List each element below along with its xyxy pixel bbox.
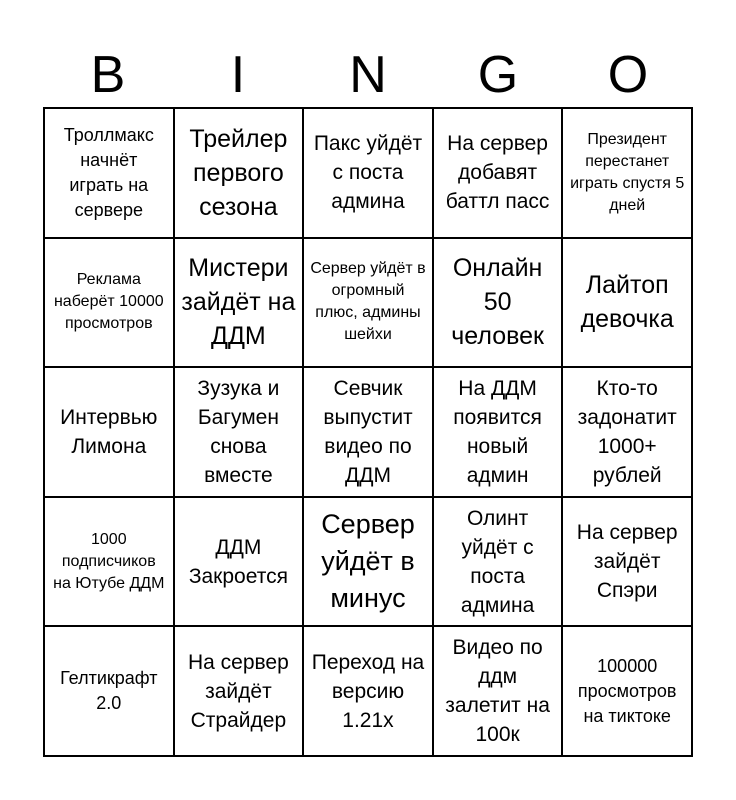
cell-text: Севчик выпустит видео по ДДМ (323, 376, 413, 487)
cell-text: Пакс уйдёт с поста админа (313, 132, 423, 214)
bingo-cell-r3c3[interactable] (303, 367, 433, 497)
bingo-cell-r4c2[interactable] (174, 497, 304, 627)
bingo-cell-r1c5[interactable] (562, 108, 692, 238)
bingo-cell-r4c5[interactable] (562, 497, 692, 627)
cell-text: На сервер зайдёт Спэри (576, 521, 678, 603)
bingo-cell-r4c1[interactable] (44, 497, 174, 627)
bingo-cell-r2c4[interactable] (433, 238, 563, 368)
cell-text: Зузука и Багумен снова вместе (197, 376, 280, 487)
bingo-cell-r2c2[interactable] (174, 238, 304, 368)
bingo-cell-r5c4[interactable] (433, 626, 563, 756)
cell-text: Трейлер первого сезона (189, 124, 288, 221)
bingo-cell-r2c3[interactable] (303, 238, 433, 368)
cell-text: Сервер уйдёт в минус (321, 509, 415, 614)
cell-text: Троллмакс начнёт играть на сервере (63, 124, 154, 220)
cell-text: ДДМ Закроется (188, 535, 288, 588)
bingo-cell-r5c5[interactable] (562, 626, 692, 756)
cell-text: Видео по ддм залетит на 100к (445, 636, 550, 747)
bingo-cell-r5c2[interactable] (174, 626, 304, 756)
cell-text: Сервер уйдёт в огромный плюс, админы шейхи (310, 260, 426, 344)
cell-text: Интервью Лимона (60, 405, 158, 458)
bingo-cell-r1c1[interactable] (44, 108, 174, 238)
header-letter-o: O (607, 46, 649, 104)
bingo-cell-r1c3[interactable] (303, 108, 433, 238)
bingo-cell-r1c4[interactable] (433, 108, 563, 238)
header-letter-i: I (230, 46, 246, 104)
bingo-grid (43, 107, 693, 757)
cell-text: Президент перестанет играть спустя 5 дней (570, 130, 685, 214)
cell-text: 100000 просмотров на тиктоке (577, 655, 677, 726)
bingo-cell-r2c1[interactable] (44, 238, 174, 368)
bingo-header (43, 44, 693, 106)
cell-text: 1000 подписчиков на Ютубе ДДМ (53, 530, 165, 592)
cell-text: На сервер добавят баттл пасс (445, 132, 550, 214)
bingo-cell-r4c4[interactable] (433, 497, 563, 627)
cell-text: Мистери зайдёт на ДДМ (181, 254, 296, 351)
bingo-cell-r4c3[interactable] (303, 497, 433, 627)
bingo-cell-r5c3[interactable] (303, 626, 433, 756)
cell-text: Переход на версию 1.21х (311, 650, 425, 732)
bingo-cell-r3c5[interactable] (562, 367, 692, 497)
bingo-cell-r3c4[interactable] (433, 367, 563, 497)
cell-text: Олинт уйдёт с поста админа (460, 506, 535, 617)
header-letter-g: G (477, 46, 519, 104)
bingo-cell-r2c5[interactable] (562, 238, 692, 368)
cell-text: Онлайн 50 человек (451, 254, 544, 351)
bingo-cell-r3c2[interactable] (174, 367, 304, 497)
cell-text: На сервер зайдёт Страйдер (187, 650, 289, 732)
bingo-cell-r3c1[interactable] (44, 367, 174, 497)
cell-text: На ДДМ появится новый админ (453, 376, 542, 487)
cell-text: Лайтоп девочка (580, 271, 674, 334)
cell-text: Кто-то задонатит 1000+ рублей (577, 376, 677, 487)
bingo-cell-r1c2[interactable] (174, 108, 304, 238)
header-letter-n: N (349, 46, 387, 104)
cell-text: Реклама наберёт 10000 просмотров (53, 271, 164, 333)
cell-text: Гелтикрафт 2.0 (60, 668, 158, 714)
bingo-cell-r5c1[interactable] (44, 626, 174, 756)
header-letter-b: B (90, 46, 126, 104)
